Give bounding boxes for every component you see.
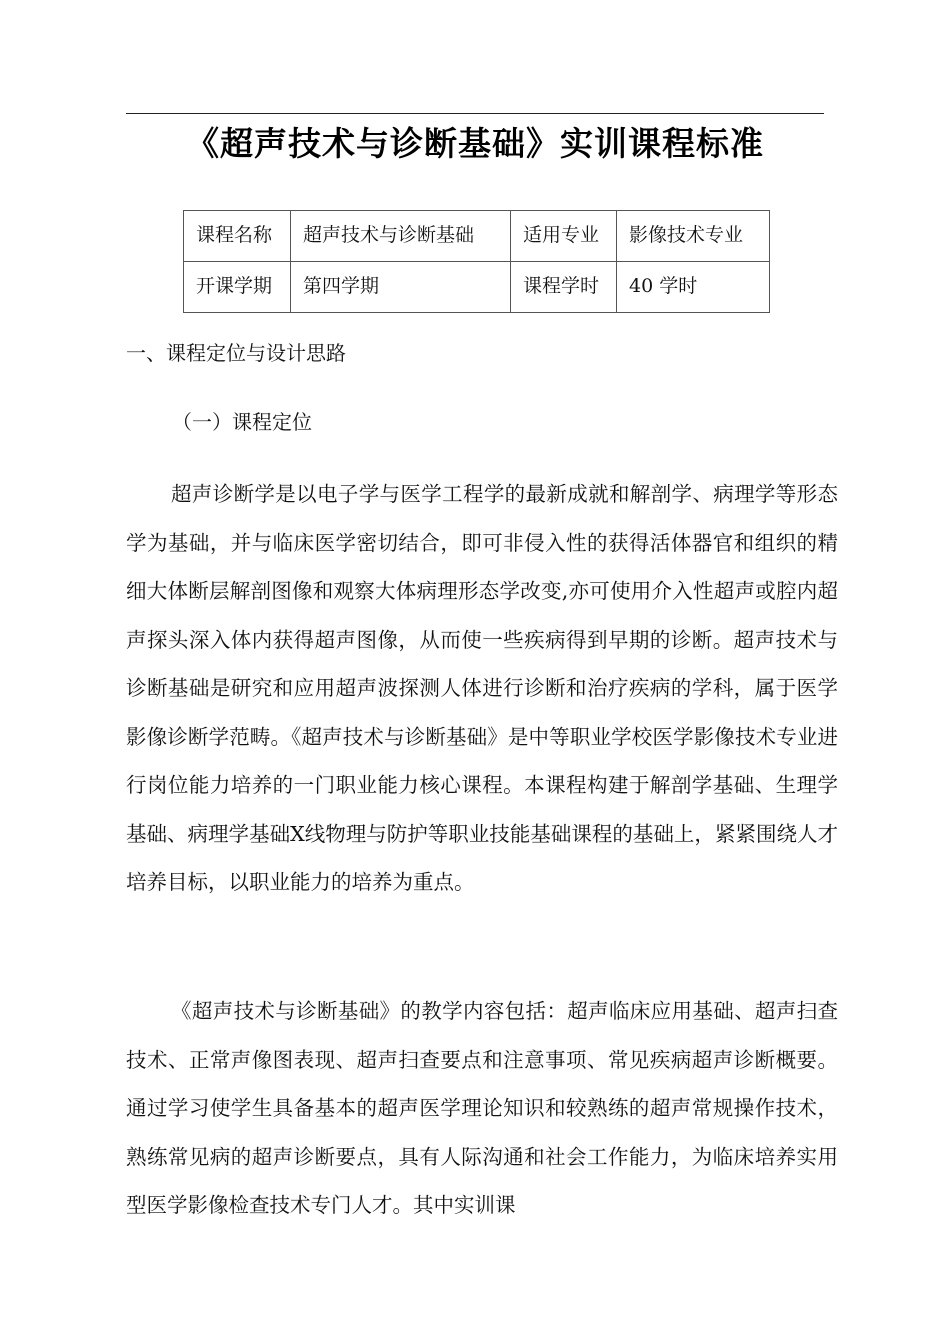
table-cell: 影像技术专业 bbox=[629, 224, 744, 246]
document-title: 《超声技术与诊断基础》实训课程标准 bbox=[186, 124, 764, 163]
table-cell: 课程学时 bbox=[523, 275, 600, 297]
table-row bbox=[184, 262, 770, 313]
table-cell: 40 学时 bbox=[629, 275, 698, 297]
table-row bbox=[184, 211, 770, 262]
table-cell: 课程名称 bbox=[196, 224, 273, 246]
body-paragraph: 《超声技术与诊断基础》的教学内容包括：超声临床应用基础、超声扫查技术、正常声像图表现、超声扫查要点和注意事项、常见疾病超声诊断概要。通过学习使学生具备基本的超声医学理论知识和较熟练的超声常规操作技术，熟练常见病的超声诊断要点，具有人际沟通和社会工作能力，为临床培养实用型医学影像检查技术专门人才。其中实训课 bbox=[126, 999, 838, 1217]
table-cell: 适用专业 bbox=[523, 224, 600, 246]
table-cell: 开课学期 bbox=[196, 275, 273, 297]
header-rule bbox=[126, 113, 824, 114]
course-info-table bbox=[183, 210, 770, 313]
subsection-heading: （一）课程定位 bbox=[172, 410, 312, 434]
table-cell: 超声技术与诊断基础 bbox=[303, 224, 475, 246]
section-heading: 一、课程定位与设计思路 bbox=[126, 341, 346, 365]
table-cell: 第四学期 bbox=[303, 275, 380, 297]
body-paragraph: 超声诊断学是以电子学与医学工程学的最新成就和解剖学、病理学等形态学为基础，并与临床医学密切结合，即可非侵入性的获得活体器官和组织的精细大体断层解剖图像和观察大体病理形态学改变,亦可使用介入性超声或腔内超声探头深入体内获得超声图像，从而使一些疾病得到早期的诊断。超声技术与诊断基础是研究和应用超声波探测人体进行诊断和治疗疾病的学科，属于医学影像诊断学范畴。《超声技术与诊断基础》是中等职业学校医学影像技术专业进行岗位能力培养的一门职业能力核心课程。本课程构建于解剖学基础、生理学基础、病理学基础X线物理与防护等职业技能基础课程的基础上，紧紧围绕人才培养目标，以职业能力的培养为重点。 bbox=[126, 482, 838, 894]
